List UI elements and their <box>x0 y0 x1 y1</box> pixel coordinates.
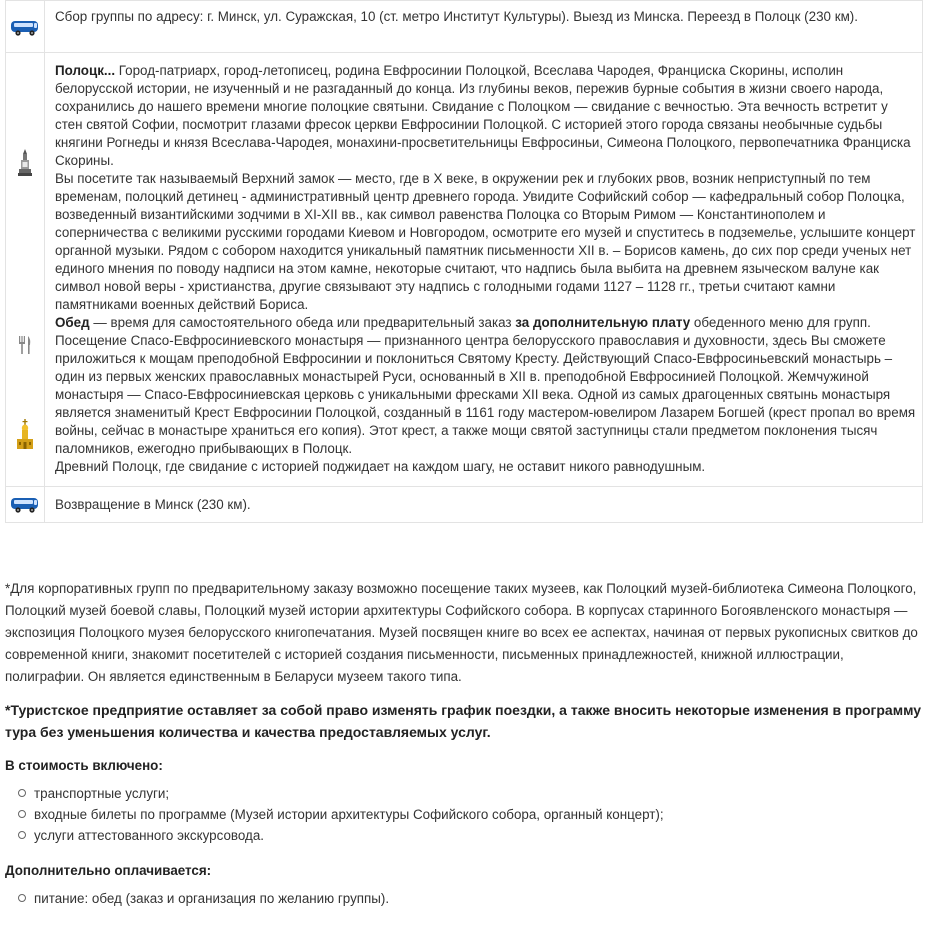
list-item: услуги аттестованного экскурсовода. <box>16 825 925 846</box>
icon-cell <box>6 487 45 523</box>
included-list <box>5 783 925 846</box>
fork-knife-icon <box>17 335 33 360</box>
disclaimer-note: *Туристское предприятие оставляет за собой право изменять график поездки, а также вносить некоторые изменения в программу тура без уменьшения количества и качества предоставляемых услуг. <box>5 702 922 740</box>
itinerary-row-departure <box>6 1 923 53</box>
bus-icon <box>10 496 40 519</box>
lunch-paid-note: за дополнительную плату <box>515 315 691 330</box>
itinerary-row-polotsk <box>6 53 923 487</box>
extra-heading: Дополнительно оплачивается: <box>5 863 212 878</box>
itinerary-table <box>5 0 923 523</box>
castle-paragraph: Вы посетите так называемый Верхний замок — место, где в X веке, в окружении рек и глубоких рвов, возник неприступный по тем временам, полоцкий детинец - административный центр древнего города. Увидите Софийский собор — кафедральный собор Полоцка, возведенный византийскими зодчими в XI-XII вв., как символ равенства Полоцка со Вторым Римом — Константинополем и соперничества с великими русскими городами Киевом и Новгородом, осмотрите его музей и спуститесь в подземелье, услышите концерт органной музыки. Рядом с собором находится уникальный памятник письменности XII в. – Борисов камень, до сих пор среди ученых нет единого мнения по поводу надписи на этом камне, некоторые считают, что надпись была выбита на древнем языческом валуне как символ новой веры - христианства, другие связывают эту надпись с голодными годами 1127 – 1128 гг., третьи считают камни памятниками военных действий Бориса. <box>55 171 916 312</box>
list-item: входные билеты по программе (Музей истории архитектуры Софийского собора, органный концерт); <box>16 804 925 825</box>
church-icon <box>15 419 35 456</box>
list-item: питание: обед (заказ и организация по желанию группы). <box>16 888 925 909</box>
polotsk-paragraph <box>55 62 916 170</box>
polotsk-title: Полоцк... <box>55 63 116 78</box>
icon-cell <box>6 53 45 487</box>
tour-notes <box>5 578 925 909</box>
monument-icon <box>17 148 33 183</box>
return-text: Возвращение в Минск (230 км). <box>45 487 923 523</box>
polotsk-description: Город-патриарх, город-летописец, родина Евфросинии Полоцкой, Всеслава Чародея, Франциска Скорины, исполин белорусской истории, не изученный и не разгаданный до конца. Из глубины веков, пережив бурные события в жизни своего народа, сохранились до нашего времени многие полоцкие святыни. Свидание с Полоцком — свидание с вечностью. Эта вечность встретит у стен святой Софии, посмотрит глазами фресок церкви Евфросинии Полоцкой. С историей этого города связаны необычные судьбы княгини Рогнеды и князя Всеслава-Чародея, монахини-просветительницы Евфросиньи, Симеона Полоцкого, первопечатника Франциска Скорины. <box>55 63 911 168</box>
monastery-text: обеденного меню для групп. Посещение Спасо-Евфросиниевского монастыря — признанного центра белорусского православия и духовности, здесь Вы сможете приложиться к мощам преподобной Евфросинии и поклониться Святому Кресту. Действующий Спасо-Евфросиньевский монастырь – один из первых женских православных монастырей Руси, основанный в XII в. преподобной Евфросинией Полоцкой. Жемчужиной монастыря — Спасо-Евфросиниевская церковь с уникальными фресками XII века. Одной из самых драгоценных святынь монастыря является знаменитый Крест Евфросинии Полоцкой, созданный в 1161 году мастером-ювелиром Лазарем Богшей (крест пропал во время войны, сейчас в монастыре храниться его копия). Этот крест, а также мощи святой заступницы стали предметом поклонения тысяч паломников, ежегодно прибывающих в Полоцк. <box>55 315 916 456</box>
lunch-paragraph <box>55 314 916 458</box>
departure-text: Сбор группы по адресу: г. Минск, ул. Суражская, 10 (ст. метро Институт Культуры). Выезд из Минска. Переезд в Полоцк (230 км). <box>45 1 923 53</box>
extra-list <box>5 888 925 909</box>
itinerary-row-return <box>6 487 923 523</box>
included-heading: В стоимость включено: <box>5 758 163 773</box>
museums-note: *Для корпоративных групп по предварительному заказу возможно посещение таких музеев, как Полоцкий музей-библиотека Симеона Полоцкого, Полоцкий музей боевой славы, Полоцкий музей истории архитектуры Софийского собора. В корпусах старинного Богоявленского монастыря — экспозиция Полоцкого музея белорусского книгопечатания. Музей посвящен книге во всех ее аспектах, начиная от первых рукописных свитков до современной книги, знакомит посетителей с историей создания письменности, письменных принадлежностей, книжной иллюстрации, полиграфии. Он является единственным в Беларуси музеем такого типа. <box>5 581 918 684</box>
polotsk-text-cell <box>45 53 923 487</box>
closing-paragraph: Древний Полоцк, где свидание с историей поджидает на каждом шагу, не оставит никого равнодушным. <box>55 459 706 474</box>
lunch-title: Обед <box>55 315 90 330</box>
bus-icon <box>10 19 40 42</box>
icon-cell <box>6 1 45 53</box>
lunch-text: — время для самостоятельного обеда или предварительный заказ <box>89 315 516 330</box>
list-item: транспортные услуги; <box>16 783 925 804</box>
